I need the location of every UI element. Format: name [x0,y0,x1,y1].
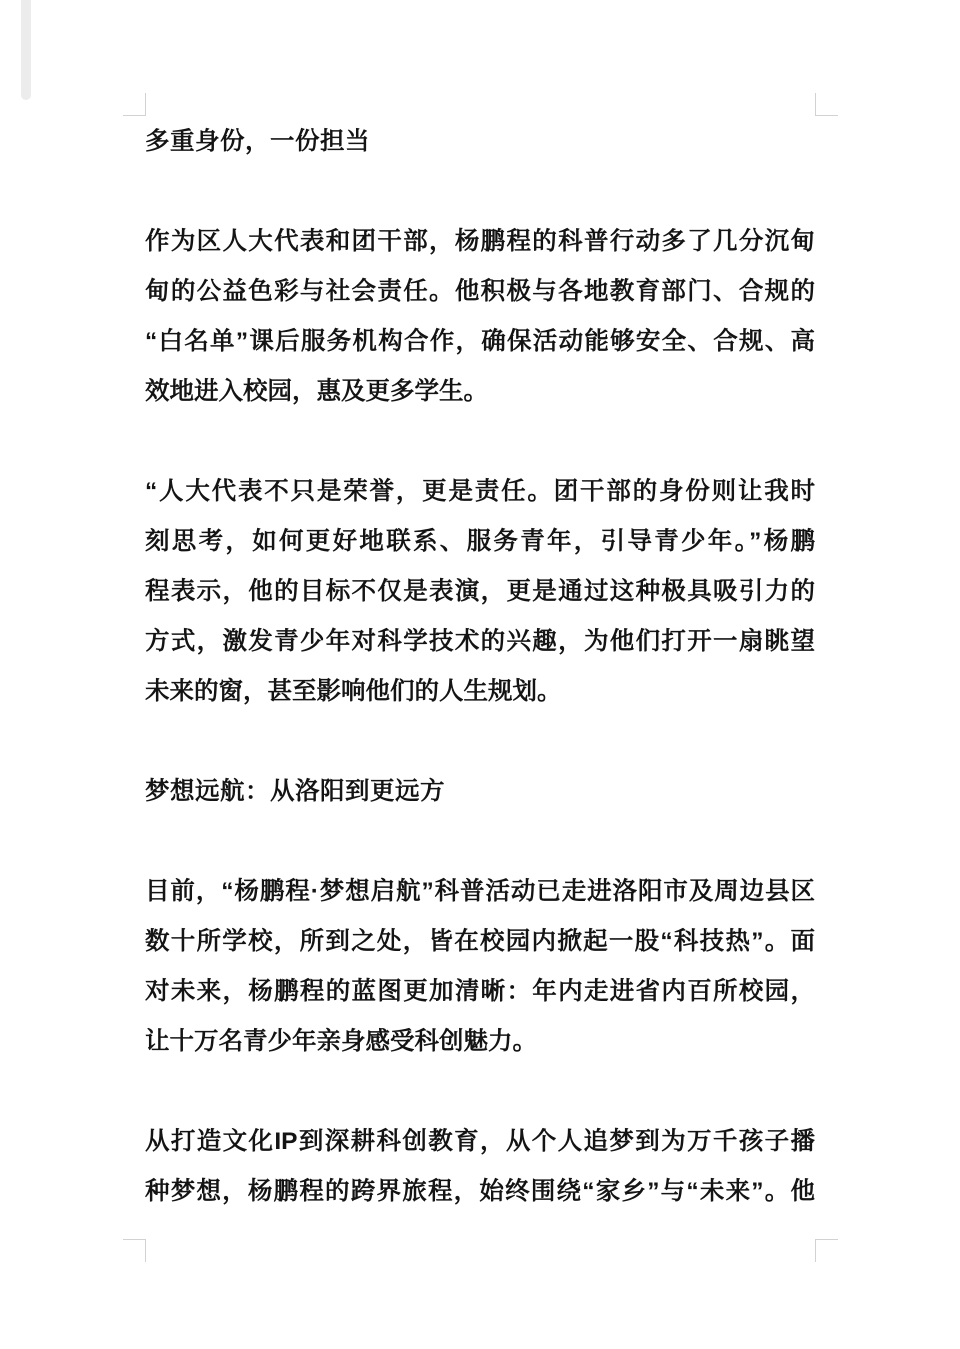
paragraph [145,467,815,717]
text-line: 让十万名青少年亲身感受科创魅力。 [145,1028,537,1055]
text-line: 刻思考，如何更好地联系、服务青年，引导青少年。”杨鹏 [145,528,815,555]
section-heading [145,767,815,817]
crop-mark-top-right [815,93,838,116]
crop-mark-bottom-right [815,1239,838,1262]
heading-line: 梦想远航：从洛阳到更远方 [145,778,445,805]
text-line: 作为区人大代表和团干部，杨鹏程的科普行动多了几分沉甸 [145,228,815,255]
text-line: 数十所学校，所到之处，皆在校园内掀起一股“科技热”。面 [145,928,815,955]
text-line: 未来的窗，甚至影响他们的人生规划。 [145,678,562,705]
heading-line: 多重身份，一份担当 [145,128,370,155]
section-heading [145,117,815,167]
text-line: 种梦想，杨鹏程的跨界旅程，始终围绕“家乡”与“未来”。他 [145,1178,815,1205]
text-line: “人大代表不只是荣誉，更是责任。团干部的身份则让我时 [145,478,815,505]
text-line: “白名单”课后服务机构合作，确保活动能够安全、合规、高 [145,328,815,355]
scrollbar-thumb[interactable] [21,0,31,100]
text-line: 目前，“杨鹏程·梦想启航”科普活动已走进洛阳市及周边县区 [145,878,815,905]
text-line: 方式，激发青少年对科学技术的兴趣，为他们打开一扇眺望 [145,628,815,655]
paragraph [145,1117,815,1217]
paragraph [145,217,815,417]
text-line: 从打造文化IP到深耕科创教育，从个人追梦到为万千孩子播 [145,1128,815,1155]
paragraph [145,867,815,1067]
document-text-area [145,117,815,1267]
text-line: 甸的公益色彩与社会责任。他积极与各地教育部门、合规的 [145,278,815,305]
text-line: 程表示，他的目标不仅是表演，更是通过这种极具吸引力的 [145,578,815,605]
text-line: 对未来，杨鹏程的蓝图更加清晰：年内走进省内百所校园， [145,978,815,1005]
text-line: 效地进入校园，惠及更多学生。 [145,378,488,405]
crop-mark-top-left [123,93,146,116]
crop-mark-bottom-left [123,1239,146,1262]
